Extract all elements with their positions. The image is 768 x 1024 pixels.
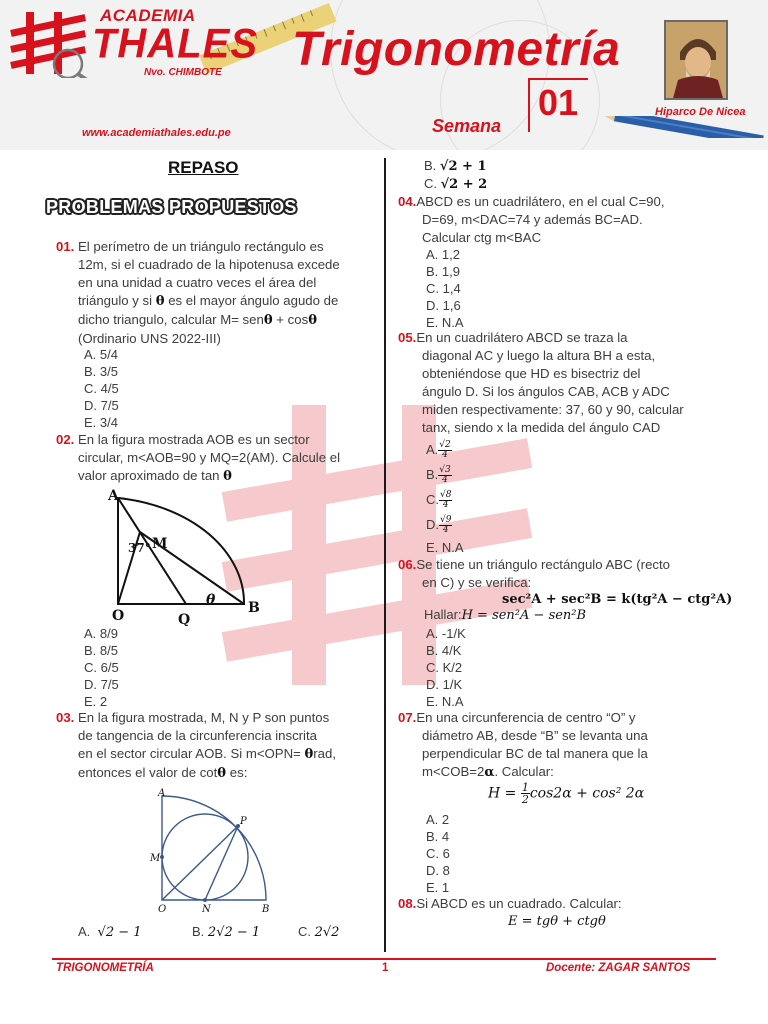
option-b [424, 157, 487, 175]
problem-text: triángulo y si [78, 293, 153, 308]
portrait-caption: Hiparco De Nicea [655, 106, 746, 118]
option-a: A. 5/4 [84, 347, 118, 362]
problem-text: Si ABCD es un cuadrado. Calcular: [416, 896, 622, 911]
problem-text: ABCD es un cuadrilátero, en el cual C=90, [416, 194, 665, 209]
brand-academia: ACADEMIA [100, 6, 196, 25]
problem-05 [398, 329, 714, 437]
theta-symbol: θ [308, 313, 317, 328]
problem-text: es el mayor ángulo agudo de [168, 293, 339, 308]
option-a: A. 2 [426, 812, 450, 827]
problem-number: 03. [56, 710, 75, 725]
figure-label-m: M [152, 536, 168, 552]
option-b [426, 466, 452, 485]
problem-01 [56, 238, 370, 348]
option-a [426, 441, 452, 460]
option-b: B. 3/5 [84, 364, 118, 379]
website-link[interactable]: www.academiathales.edu.pe [82, 127, 231, 139]
theta-symbol: θ [155, 294, 165, 309]
page-header [0, 0, 768, 150]
problem-number: 08. [398, 896, 417, 911]
option-e: E. 1 [426, 880, 450, 895]
problem-text: . Calcular: [494, 764, 554, 779]
inscribed-circle-figure-03 [146, 784, 280, 914]
equation-07 [488, 782, 644, 805]
problem-text: D=69, m<DAC=74 y además BC=AD. [422, 212, 643, 227]
problem-text: circular, m<AOB=90 y MQ=2(AM). Calcule el [78, 450, 341, 465]
problem-text: es: [229, 765, 248, 780]
hipparchus-portrait-icon [666, 22, 728, 100]
problem-text: (Ordinario UNS 2022-III) [78, 331, 221, 346]
figure-label-a: A [108, 488, 119, 504]
figure-label-m: M [150, 853, 161, 864]
problem-04 [398, 193, 714, 247]
option-e: E. N.A [426, 540, 464, 555]
hallar-expression: H = sen²A − sen²B [461, 608, 587, 623]
problem-text: 12m, si el cuadrado de la hipotenusa excede [78, 257, 340, 272]
problem-text: ángulo D. Si los ángulos CAB, ACB y ADC [422, 384, 670, 399]
option-d: D. 1/K [426, 677, 463, 692]
option-e: E. 2 [84, 694, 108, 709]
problem-text: en el sector circular AOB. Si m<OPN= [78, 746, 301, 761]
figure-label-o: O [112, 608, 125, 624]
option-c: C. 4/5 [84, 381, 119, 396]
figure-label-n: N [202, 904, 211, 914]
column-divider [384, 158, 386, 952]
footer-divider [52, 958, 716, 960]
problem-text: perpendicular BC de tal manera que la [422, 746, 648, 761]
fraction-denominator: 4 [442, 475, 448, 486]
footer-subject: TRIGONOMETRÍA [56, 962, 154, 974]
footer-teacher: Docente: ZAGAR SANTOS [546, 962, 691, 974]
fraction-numerator: 1 [521, 781, 529, 794]
option-c [424, 175, 487, 193]
option-a: A. 8/9 [84, 626, 118, 641]
problem-text: obteniéndose que HD es bisectriz del [422, 366, 641, 381]
problem-text: diagonal AC y luego la altura BH a esta, [422, 348, 656, 363]
hallar-label: Hallar: [424, 607, 462, 622]
problem-text: en C) y se verifica: [422, 575, 532, 590]
section-title: REPASO [168, 158, 239, 177]
figure-label-b: B [262, 904, 270, 914]
fraction-denominator: 2 [521, 793, 529, 806]
problem-07 [398, 709, 714, 782]
problem-text: diámetro AB, desde “B” se levanta una [422, 728, 648, 743]
fraction-denominator: 4 [442, 450, 448, 461]
figure-label-o: O [158, 904, 167, 914]
option-value: 2√2 [314, 925, 340, 940]
week-number: 01 [538, 82, 579, 123]
problem-number: 02. [56, 432, 75, 447]
problem-text: rad, [313, 746, 337, 761]
problem-text: en una unidad a cuatro veces el área del [78, 275, 317, 290]
figure-label-angle: 37° [128, 541, 151, 555]
problem-08 [398, 895, 714, 913]
problem-number: 07. [398, 710, 417, 725]
portrait-image [664, 20, 728, 100]
option-value: √2 + 2 [440, 177, 488, 192]
option-c [426, 491, 452, 510]
option-d [426, 516, 452, 535]
problem-number: 05. [398, 330, 417, 345]
fraction-numerator: √3 [439, 465, 451, 476]
theta-symbol: θ [304, 747, 314, 762]
theta-symbol: θ [217, 766, 227, 781]
option-value: 2√2 − 1 [207, 925, 261, 940]
problem-text: tanx, siendo x la medida del ángulo CAD [422, 420, 661, 435]
theta-symbol: θ [223, 469, 232, 484]
equation-08: E = tgθ + ctgθ [508, 914, 606, 929]
page-title: Trigonometría [292, 23, 621, 76]
figure-label-theta: θ [206, 592, 216, 608]
option-e: E. 3/4 [84, 415, 118, 430]
equation-right: cos2α + cos² 2α [529, 785, 645, 802]
figure-label-b: B [248, 600, 260, 616]
equation-left: H = [488, 785, 517, 802]
equation-06: sec²A + sec²B = k(tg²A − ctg²A) [502, 592, 733, 607]
option-value: √2 + 1 [439, 159, 487, 174]
option-a: A. -1/K [426, 626, 466, 641]
problem-03 [56, 709, 370, 783]
option-b [192, 923, 260, 941]
option-letter: B. [192, 924, 205, 939]
problem-text: Calcular ctg m<BAC [422, 230, 542, 245]
option-d: D. 7/5 [84, 398, 119, 413]
hallar-line [424, 606, 586, 624]
problem-02 [56, 431, 370, 486]
figure-label-p: P [240, 816, 247, 827]
option-c: C. 6 [426, 846, 450, 861]
week-label: Semana [432, 116, 502, 136]
option-letter: A. [78, 924, 91, 939]
problem-number: 06. [398, 557, 417, 572]
option-letter: C. [426, 492, 439, 507]
problem-number: 01. [56, 239, 75, 254]
fraction-numerator: √2 [439, 440, 451, 451]
fraction-denominator: 4 [442, 500, 449, 511]
problem-text: entonces el valor de cot [78, 765, 218, 780]
problem-text: El perímetro de un triángulo rectángulo es [78, 239, 324, 254]
option-b: B. 8/5 [84, 643, 118, 658]
option-e: E. N.A [426, 694, 464, 709]
option-letter: A. [426, 442, 439, 457]
pencil-icon [596, 116, 766, 138]
page-number: 1 [382, 962, 389, 974]
option-a: A. 1,2 [426, 247, 460, 262]
option-letter: B. [426, 467, 439, 482]
problem-06 [398, 556, 714, 592]
brand-location: Nvo. CHIMBOTE [144, 67, 222, 78]
problem-text: En una circunferencia de centro “O” y [416, 710, 636, 725]
fraction-numerator: √8 [440, 490, 452, 501]
option-d: D. 1,6 [426, 298, 461, 313]
problem-text: dicho triangulo, calcular M= sen [78, 312, 264, 327]
figure-label-q: Q [178, 612, 191, 626]
option-letter: C. [298, 924, 311, 939]
brand-thales: THALES [92, 20, 258, 68]
section-banner: PROBLEMAS PROPUESTOS [46, 197, 297, 217]
option-c: C. 6/5 [84, 660, 119, 675]
problem-text: miden respectivamente: 37, 60 y 90, calcular [422, 402, 684, 417]
problem-text: de tangencia de la circunferencia inscrita [78, 728, 317, 743]
sector-figure-02 [96, 486, 266, 626]
option-b: B. 1,9 [426, 264, 460, 279]
theta-symbol: θ [263, 313, 273, 328]
option-b: B. 4 [426, 829, 450, 844]
fraction-denominator: 4 [442, 525, 449, 536]
problem-text: En un cuadrilátero ABCD se traza la [416, 330, 628, 345]
option-c: C. K/2 [426, 660, 463, 675]
problem-number: 04. [398, 194, 417, 209]
problem-text: Se tiene un triángulo rectángulo ABC (recto [416, 557, 670, 572]
option-a [78, 923, 142, 941]
fraction-numerator: √9 [440, 515, 452, 526]
problem-text: valor aproximado de tan [78, 468, 220, 483]
academy-logo-icon [6, 8, 92, 78]
alpha-symbol: α [484, 765, 495, 780]
option-c [298, 923, 339, 941]
option-value: √2 − 1 [97, 925, 142, 940]
option-d: D. 7/5 [84, 677, 119, 692]
option-letter: B. [424, 158, 437, 173]
option-letter: D. [426, 517, 439, 532]
problem-text: + cos [276, 312, 309, 327]
figure-label-a: A [158, 788, 166, 799]
option-e: E. N.A [426, 315, 464, 330]
problem-text: En la figura mostrada, M, N y P son puntos [78, 710, 330, 725]
option-d: D. 8 [426, 863, 450, 878]
problem-text: m<COB=2 [422, 764, 485, 779]
option-b: B. 4/K [426, 643, 462, 658]
option-letter: C. [424, 176, 437, 191]
option-c: C. 1,4 [426, 281, 461, 296]
problem-text: En la figura mostrada AOB es un sector [78, 432, 310, 447]
